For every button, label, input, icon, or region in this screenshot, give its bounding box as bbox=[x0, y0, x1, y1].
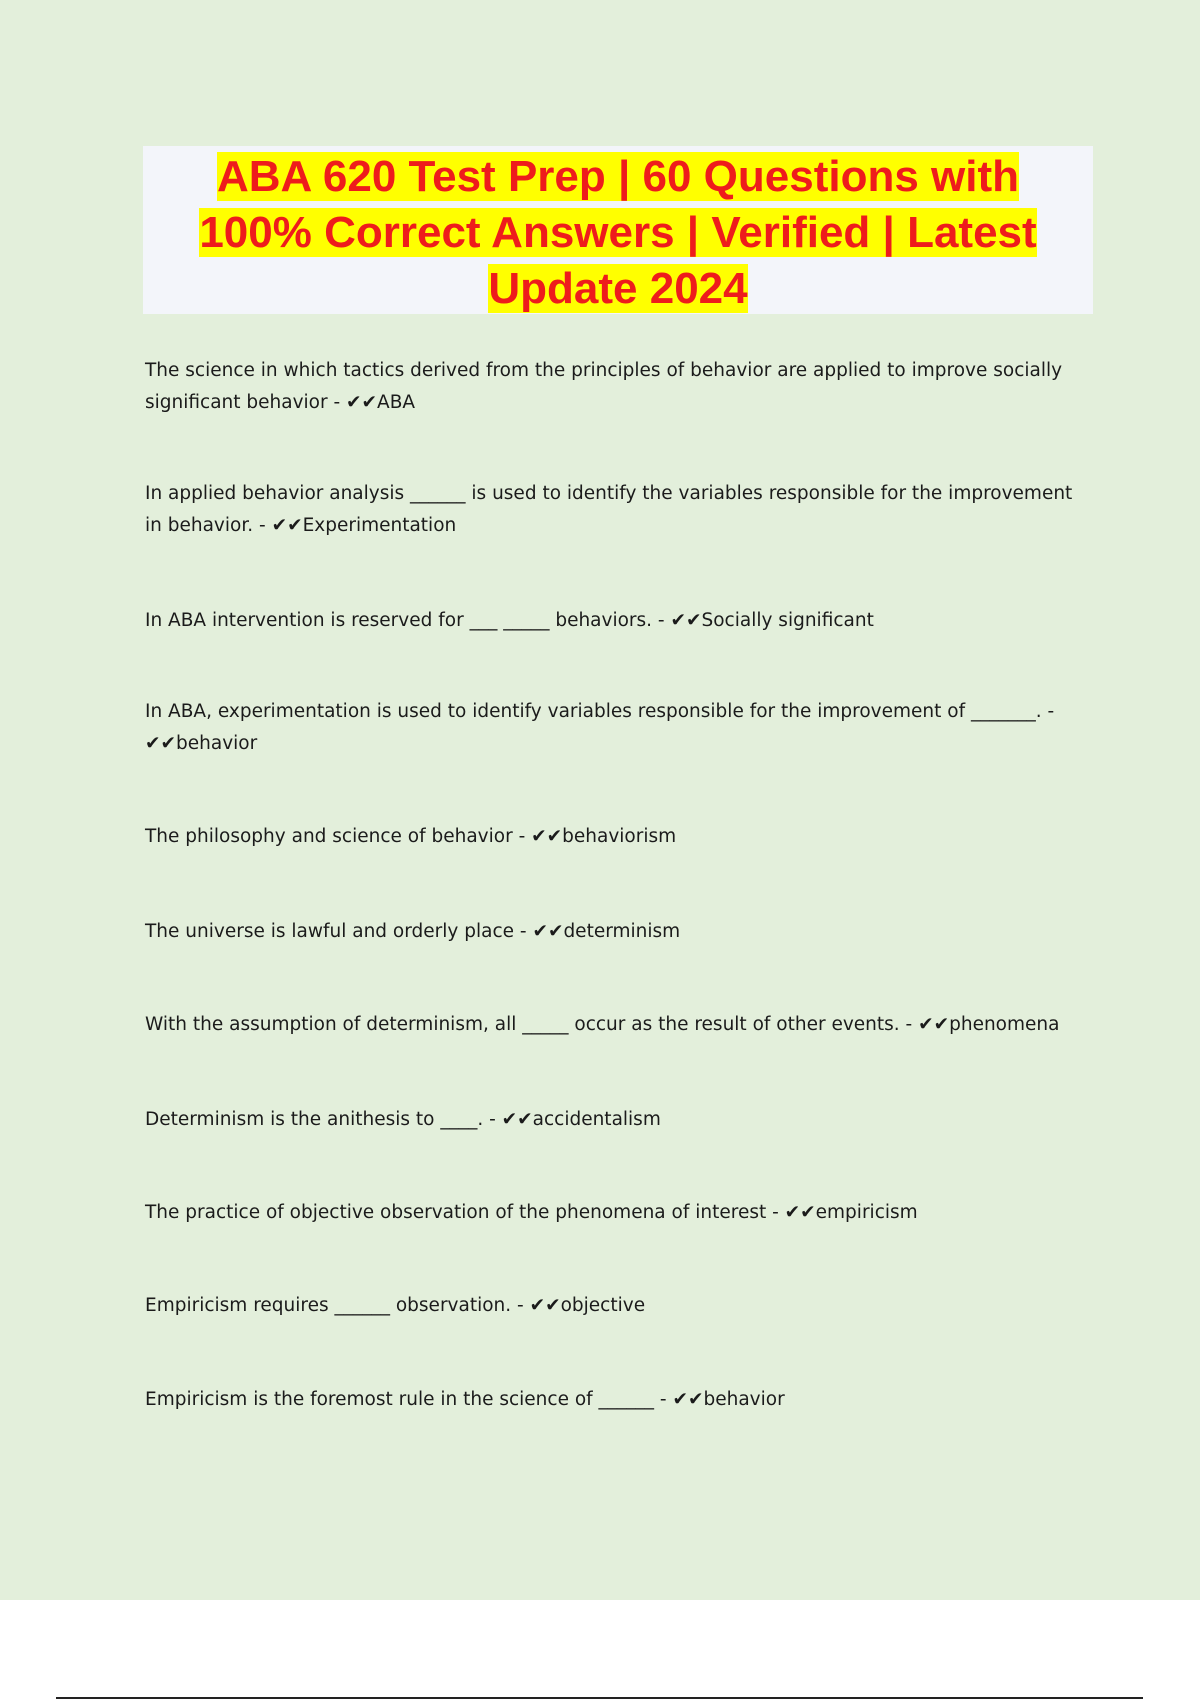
list-item bbox=[145, 916, 1085, 948]
list-item bbox=[145, 696, 1085, 760]
list-item bbox=[145, 478, 1085, 542]
list-item bbox=[145, 821, 1085, 853]
question-text: In ABA intervention is reserved for ___ _____ behaviors. - bbox=[145, 610, 671, 631]
answer-text: ✔✔determinism bbox=[532, 921, 681, 942]
list-item bbox=[145, 1104, 1085, 1136]
document-title bbox=[143, 146, 1093, 317]
answer-text: ✔✔Experimentation bbox=[271, 515, 457, 536]
title-box bbox=[143, 146, 1093, 314]
list-item bbox=[145, 1384, 1085, 1416]
answer-text: ✔✔Socially significant bbox=[670, 610, 874, 631]
question-text: In applied behavior analysis ______ is used to identify the variables responsible for the improvement in behavior. - bbox=[145, 483, 1073, 536]
list-item bbox=[145, 1009, 1085, 1041]
question-text: Empiricism is the foremost rule in the science of ______ - bbox=[145, 1389, 673, 1410]
question-text: In ABA, experimentation is used to identify variables responsible for the improvement of _______. - bbox=[145, 701, 1055, 722]
list-item bbox=[145, 1197, 1085, 1229]
answer-text: ✔✔accidentalism bbox=[501, 1109, 661, 1130]
question-text: Determinism is the anithesis to ____. - bbox=[145, 1109, 502, 1130]
list-item bbox=[145, 605, 1085, 637]
question-text: The philosophy and science of behavior - bbox=[145, 826, 532, 847]
answer-text: ✔✔phenomena bbox=[918, 1014, 1060, 1035]
answer-text: ✔✔behavior bbox=[672, 1389, 785, 1410]
answer-text: ✔✔objective bbox=[529, 1295, 646, 1316]
list-item bbox=[145, 355, 1085, 419]
question-text: The science in which tactics derived from the principles of behavior are applied to improve socially significant behavior - bbox=[145, 360, 1063, 413]
list-item bbox=[145, 1290, 1085, 1322]
question-text: With the assumption of determinism, all _____ occur as the result of other events. - bbox=[145, 1014, 919, 1035]
answer-text: ✔✔empiricism bbox=[784, 1202, 918, 1223]
question-text: The universe is lawful and orderly place - bbox=[145, 921, 533, 942]
footer-divider bbox=[56, 1697, 1143, 1699]
title-line-1: ABA 620 Test Prep | 60 Questions with bbox=[216, 152, 1020, 201]
question-text: Empiricism requires ______ observation. - bbox=[145, 1295, 530, 1316]
answer-text: ✔✔behaviorism bbox=[531, 826, 677, 847]
answer-text: ✔✔behavior bbox=[145, 733, 258, 754]
answer-text: ✔✔ABA bbox=[346, 392, 416, 413]
question-text: The practice of objective observation of the phenomena of interest - bbox=[145, 1202, 785, 1223]
title-line-2: 100% Correct Answers | Verified | Latest bbox=[199, 208, 1037, 257]
title-line-3: Update 2024 bbox=[488, 264, 748, 313]
